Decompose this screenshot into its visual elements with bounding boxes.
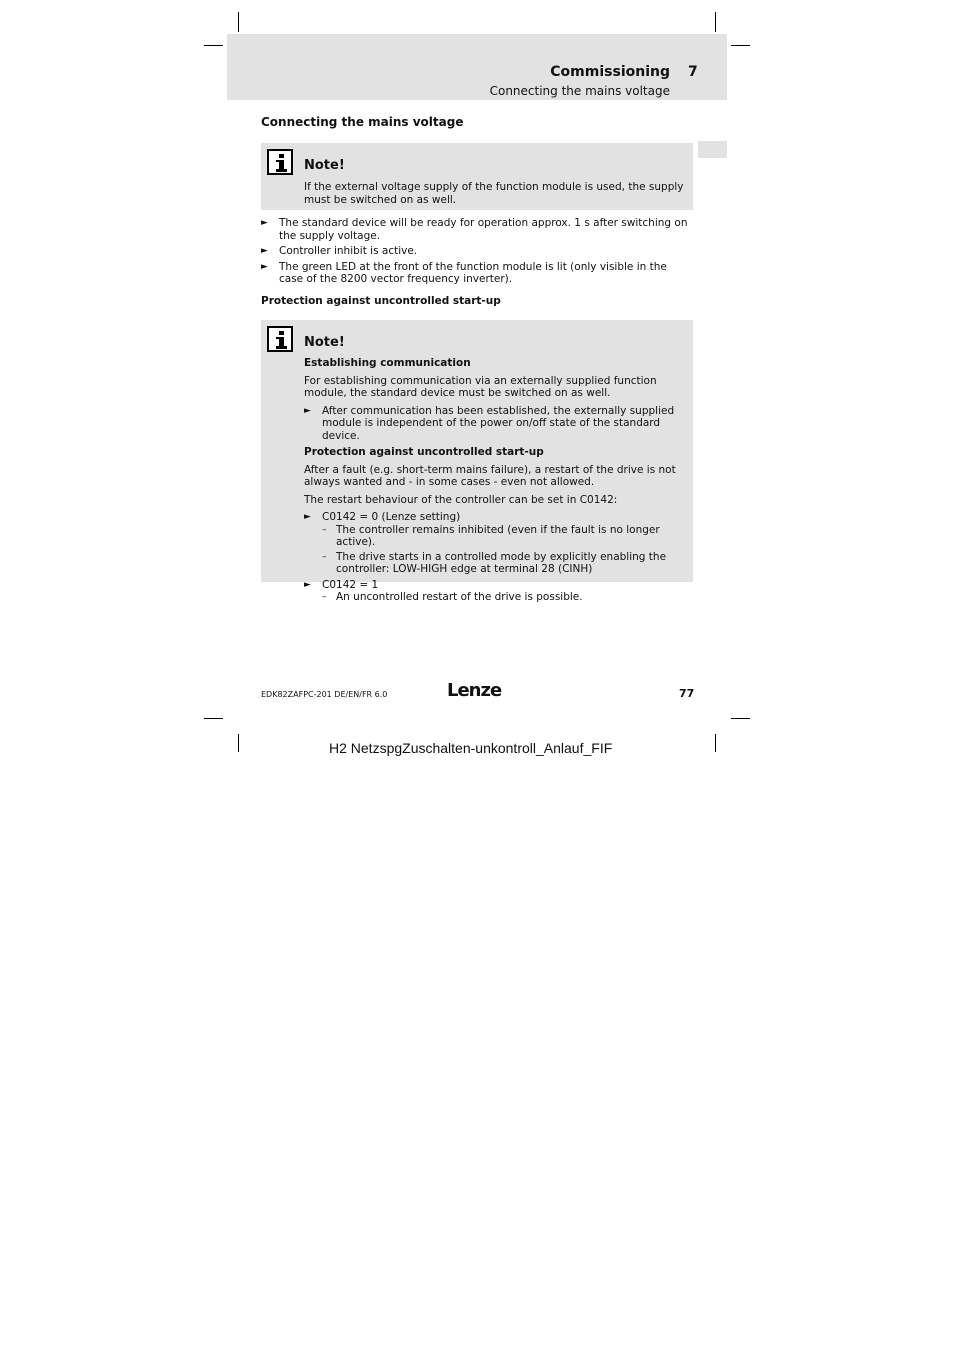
list-item: – The controller remains inhibited (even if the fault is no longer active). — [322, 523, 660, 548]
note-title: Note! — [304, 335, 345, 350]
list-item: ► C0142 = 0 (Lenze setting) – The controller remains inhibited (even if the fault is no longer active). – The drive starts in a controlled mode by explicitly enabling the controller: LOW-HIGH edge at terminal 28 (CINH) — [304, 511, 688, 576]
crop-mark — [731, 718, 750, 719]
note-text: If the external voltage supply of the function module is used, the supply must be switched on as well. — [304, 181, 684, 206]
note-box-1 — [261, 143, 693, 210]
crop-mark — [238, 734, 239, 752]
bottom-caption: H2 NetzspgZuschalten-unkontroll_Anlauf_FIF — [329, 740, 613, 756]
main-bullet-list — [261, 217, 693, 290]
section-heading: Connecting the mains voltage — [261, 115, 464, 129]
restart-text: The restart behaviour of the controller can be set in C0142: — [304, 493, 618, 506]
chapter-title: Commissioning — [550, 64, 670, 80]
side-tab — [698, 141, 727, 158]
crop-mark — [731, 45, 750, 46]
list-item: ► After communication has been established, the externally supplied module is independent of the power on/off state of the standard device. — [304, 404, 675, 442]
info-icon — [267, 149, 293, 175]
crop-mark — [715, 12, 716, 32]
list-item: – The drive starts in a controlled mode by explicitly enabling the controller: LOW-HIGH edge at terminal 28 (CINH) — [322, 550, 667, 575]
list-item: ► C0142 = 1 – An uncontrolled restart of the drive is possible. — [304, 579, 688, 604]
footer-doc-id: EDK82ZAFPC-201 DE/EN/FR 6.0 — [261, 690, 388, 699]
protection-subheading: Protection against uncontrolled start-up — [304, 446, 544, 458]
protection-heading: Protection against uncontrolled start-up — [261, 295, 501, 307]
crop-mark — [715, 734, 716, 752]
protection-text: After a fault (e.g. short-term mains failure), a restart of the drive is not always wanted and - in some cases - even not allowed. — [304, 463, 676, 488]
crop-mark — [238, 12, 239, 32]
chapter-number: 7 — [688, 64, 698, 80]
crop-mark — [204, 718, 223, 719]
info-icon — [267, 326, 293, 352]
list-item: ► The standard device will be ready for operation approx. 1 s after switching on the supply voltage. — [261, 217, 688, 242]
list-item: ► Controller inhibit is active. — [261, 245, 418, 257]
lenze-logo: Lenze — [447, 680, 502, 701]
list-item: ► The green LED at the front of the function module is lit (only visible in the case of the 8200 vector frequency inverter). — [261, 260, 667, 285]
note-title: Note! — [304, 158, 345, 173]
page-number: 77 — [679, 687, 695, 700]
list-item: – An uncontrolled restart of the drive is possible. — [322, 591, 583, 603]
establishing-heading: Establishing communication — [304, 357, 471, 369]
crop-mark — [204, 45, 223, 46]
chapter-subtitle: Connecting the mains voltage — [489, 84, 670, 98]
note-box-2 — [261, 320, 693, 603]
establishing-text: For establishing communication via an externally supplied function module, the standard device must be switched on as well. — [304, 374, 657, 399]
note-body — [304, 357, 688, 608]
